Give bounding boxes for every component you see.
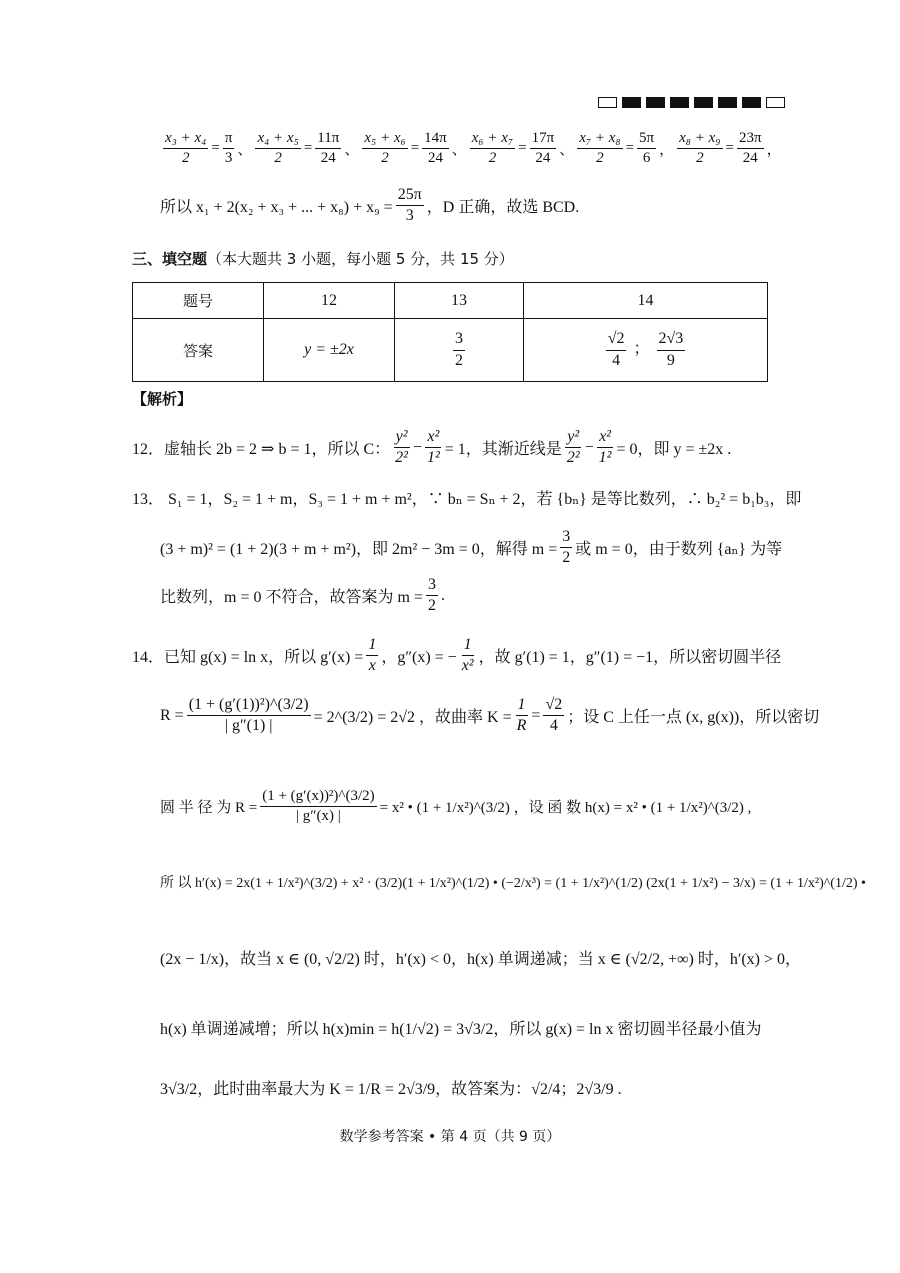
q12-line: 12． 虚轴长 2b = 2 ⇒ b = 1，所以 C： $\frac{\text{y²}}{\text{2²}}$ − $\frac{\text{x²}}{\text{1²}}$ = 1，其渐近线是 $\frac{\text{y²}}{\text{2²}}$ − $\frac{\text{x²}}{\text{1²}}$ = 0，即 y = ±2x . [132, 428, 732, 467]
mark-solid [718, 97, 737, 108]
q14-line2: R = $\frac{\text{(1 + (g′(1))²)\textasciicircum{}(3/2)}}{| g''(1) |}$ = 2^(3/2) = 2√2 ，故曲率 K = $\frac{1}{R}$ = $\frac{√2}{4}$ ；设 C 上任一点 (x, g(x))，所以密切 [160, 696, 820, 735]
q13-line3: 比数列，m = 0 不符合，故答案为 m = $\frac{3}{2}$ . [160, 576, 445, 615]
mark-solid [646, 97, 665, 108]
mark-solid [670, 97, 689, 108]
fraction: $\frac{\text{x₄ + x₅}}{2}$ [257, 130, 299, 167]
q14-line3: 圆 半 径 为 R = $\frac{\text{(1 + (g′(x))²)\textasciicircum{}(3/2)}}{| g''(x) |}$ = x² • (1 + 1/x²)^(3/2) ，设 函 数 h(x) = x² • (1 + 1/x²)^(3/2) , [160, 788, 752, 825]
mark-hollow [766, 97, 785, 108]
fraction: $\frac{\text{x₃ + x₄}}{2}$ [165, 130, 207, 167]
q13-line2: (3 + m)² = (1 + 2)(3 + m + m²)，即 2m² − 3m = 0，解得 m = $\frac{3}{2}$ 或 m = 0，由于数列 {aₙ} 为等 [160, 528, 783, 567]
fraction: $\frac{17\pi}{24}$ [531, 130, 555, 167]
q13-line1: 13． S₁ = 1，S₂ = 1 + m，S₃ = 1 + m + m²，∵ bₙ = Sₙ + 2，若 {bₙ} 是等比数列，∴ b₂² = b₁b₃，即 [132, 491, 802, 508]
q14-line7: 3√3/2，此时曲率最大为 K = 1/R = 2√3/9，故答案为：√2/4；2√3/9 . [160, 1081, 622, 1098]
fraction: $\frac{5\pi}{6}$ [639, 130, 655, 167]
intro-line2: 所以 x₁ + 2(x₂ + x₃ + ... + x₈) + x₉ = $\frac{25\pi}{3}$ ，D 正确，故选 BCD. [160, 186, 580, 225]
q14-line4: 所 以 h′(x) = 2x(1 + 1/x²)^(3/2) + x² · (3/2)(1 + 1/x²)^(1/2) • (−2/x³) = (1 + 1/x²)^(1/2) (2x(1 + 1/x²) − 3/x) = (1 + 1/x²)^(1/2) • [160, 876, 866, 891]
fraction: $\frac{14\pi}{24}$ [424, 130, 447, 167]
fraction: $\frac{\text{x₈ + x₉}}{2}$ [679, 130, 721, 167]
mark-hollow [598, 97, 617, 108]
q14-line6: h(x) 单调递减增；所以 h(x)min = h(1/√2) = 3√3/2，所以 g(x) = ln x 密切圆半径最小值为 [160, 1021, 762, 1038]
mark-solid [694, 97, 713, 108]
fraction: $\frac{\text{x₅ + x₆}}{2}$ [364, 130, 406, 167]
answer-table [132, 282, 768, 382]
q14-line1: 14． 已知 g(x) = ln x，所以 g′(x) = $\frac{1}{x}$ ，g″(x) = − $\frac{1}{\text{x²}}$ ，故 g′(1) = 1，g″(1) = −1，所以密切圆半径 [132, 636, 782, 675]
analysis-heading: 【解析】 [132, 390, 193, 408]
table-answer-row: 答案 y = ±2x $\frac{3}{2}$ $\frac{√2}{4}$ ； $\frac{2√3}{9}$ [133, 319, 768, 382]
table-header-row: 题号 12 13 14 [133, 283, 768, 319]
q14-line5: (2x − 1/x)，故当 x ∈ (0, √2/2) 时，h′(x) < 0，h(x) 单调递减；当 x ∈ (√2/2, +∞) 时，h′(x) > 0， [160, 951, 802, 968]
fraction: $\frac{11\pi}{24}$ [317, 130, 340, 167]
mark-solid [622, 97, 641, 108]
page-footer: 数学参考答案 • 第 4 页（共 9 页） [339, 1129, 561, 1145]
fraction: $\frac{\text{x₇ + x₈}}{2}$ [579, 130, 621, 167]
section-title: 三、填空题 （本大题共 3 小题，每小题 5 分，共 15 分） [132, 250, 514, 268]
mark-solid [742, 97, 761, 108]
intro-line1: $\frac{\text{x₃ + x₄}}{2}$ = $\frac{\pi}{3}$ 、 $\frac{\text{x₄ + x₅}}{2}$ = $\frac{11\pi}{24}$ 、 $\frac{\text{x₅ + x₆}}{2}$ = $\frac{14\pi}{24}$ 、 $\frac{\text{x₆ + x₇}}{2}$ = $\frac{17\pi}{24}$ 、 $\frac{\text{x₇ + x₈}}{2}$ = $\frac{5\pi}{6}$ ， $\frac{\text{x₈ + x₉}}{2}$ = $\frac{23\pi}{24}$ ， [165, 130, 782, 167]
fraction: $\frac{\text{x₆ + x₇}}{2}$ [471, 130, 514, 167]
fraction: $\frac{\pi}{3}$ [224, 130, 233, 167]
header-marks [598, 97, 785, 108]
fraction: $\frac{23\pi}{24}$ [738, 130, 762, 167]
